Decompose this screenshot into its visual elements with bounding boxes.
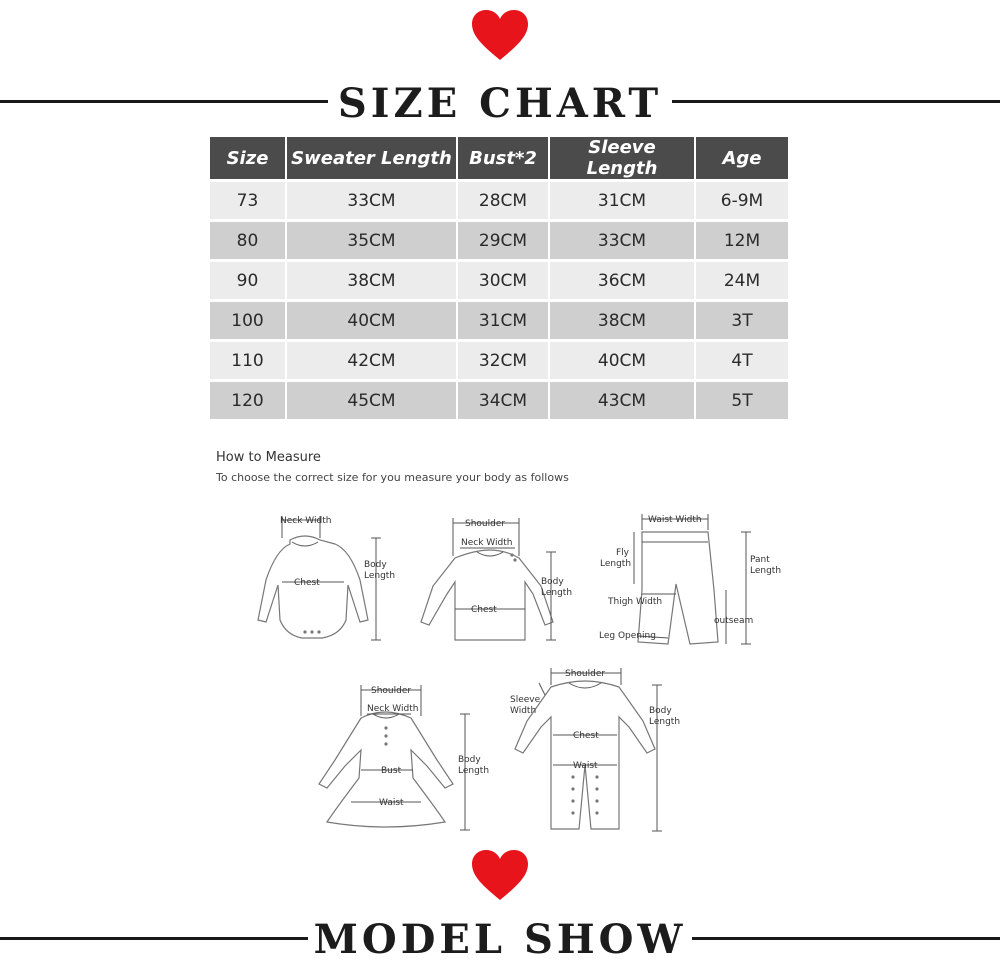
table-cell: 6-9M <box>695 181 788 221</box>
shoulder-label: Shoulder <box>565 669 606 679</box>
heading-rule-right <box>672 100 1000 103</box>
table-cell: 42CM <box>286 341 457 381</box>
neck-width-label: Neck Width <box>280 516 332 526</box>
how-to-measure-title: How to Measure <box>216 450 321 465</box>
table-row <box>210 301 788 341</box>
sleeve-label: Sleeve <box>510 695 541 705</box>
table-row <box>210 341 788 381</box>
table-cell: 12M <box>695 221 788 261</box>
column-header: Bust*2 <box>457 137 549 181</box>
length-label: Length <box>458 766 490 776</box>
table-cell: 33CM <box>549 221 695 261</box>
table-cell: 38CM <box>286 261 457 301</box>
table-cell: 30CM <box>457 261 549 301</box>
neck-width-label: Neck Width <box>461 538 513 548</box>
neck-width-label: Neck Width <box>367 704 419 714</box>
chest-label: Chest <box>573 731 599 741</box>
table-cell: 100 <box>210 301 286 341</box>
bodysuit-diagram <box>240 510 410 650</box>
body-label: Body <box>458 755 481 765</box>
dress-diagram <box>315 680 505 835</box>
column-header: Size <box>210 137 286 181</box>
waist-width-label: Waist Width <box>648 515 702 525</box>
thigh-width-label: Thigh Width <box>608 597 663 607</box>
table-row <box>210 261 788 301</box>
romper-diagram <box>505 665 690 837</box>
leg-opening-label: Leg Opening <box>599 631 656 641</box>
table-cell: 90 <box>210 261 286 301</box>
table-cell: 110 <box>210 341 286 381</box>
table-cell: 31CM <box>549 181 695 221</box>
chest-label: Chest <box>294 578 320 588</box>
length-label: Length <box>541 588 573 598</box>
shoulder-label: Shoulder <box>371 686 412 696</box>
how-to-measure-subtitle: To choose the correct size for you measure your body as follows <box>216 471 569 484</box>
sweater-outline <box>421 550 553 640</box>
size-chart-title: SIZE CHART <box>337 80 663 127</box>
table-row <box>210 381 788 420</box>
table-cell: 24M <box>695 261 788 301</box>
table-cell: 80 <box>210 221 286 261</box>
table-cell: 45CM <box>286 381 457 420</box>
table-header-row <box>210 137 788 181</box>
table-cell: 40CM <box>549 341 695 381</box>
table-cell: 43CM <box>549 381 695 420</box>
table-cell: 38CM <box>549 301 695 341</box>
table-row <box>210 181 788 221</box>
heading-rule-right <box>692 937 1000 940</box>
table-cell: 36CM <box>549 261 695 301</box>
sweater-diagram <box>415 512 585 652</box>
sleeve-width-label: Width <box>510 706 537 716</box>
table-cell: 5T <box>695 381 788 420</box>
table-cell: 29CM <box>457 221 549 261</box>
model-show-title: MODEL SHOW <box>313 916 687 963</box>
fly-length-label: Length <box>600 559 632 569</box>
heart-icon <box>471 10 529 62</box>
heart-icon <box>471 850 529 902</box>
table-cell: 35CM <box>286 221 457 261</box>
body-label: Body <box>364 560 387 570</box>
outseam-label: outseam <box>714 616 754 626</box>
chest-label: Chest <box>471 605 497 615</box>
heading-rule-left <box>0 100 328 103</box>
pant-label: Pant <box>750 555 770 565</box>
table-cell: 40CM <box>286 301 457 341</box>
table-cell: 32CM <box>457 341 549 381</box>
table-cell: 31CM <box>457 301 549 341</box>
table-cell: 4T <box>695 341 788 381</box>
table-cell: 33CM <box>286 181 457 221</box>
table-row <box>210 221 788 261</box>
table-cell: 34CM <box>457 381 549 420</box>
pants-outline <box>638 532 718 644</box>
table-cell: 120 <box>210 381 286 420</box>
waist-label: Waist <box>379 798 404 808</box>
table-cell: 3T <box>695 301 788 341</box>
length-label: Length <box>364 571 396 581</box>
table-cell: 73 <box>210 181 286 221</box>
body-label: Body <box>541 577 564 587</box>
fly-label: Fly <box>616 548 630 558</box>
column-header: Age <box>695 137 788 181</box>
size-chart-table <box>210 137 788 419</box>
bust-label: Bust <box>381 766 402 776</box>
column-header: Sleeve Length <box>549 137 695 181</box>
pants-diagram <box>598 510 783 660</box>
table-cell: 28CM <box>457 181 549 221</box>
heading-rule-left <box>0 937 308 940</box>
body-label: Body <box>649 706 672 716</box>
shoulder-label: Shoulder <box>465 519 506 529</box>
column-header: Sweater Length <box>286 137 457 181</box>
pant-length-label: Length <box>750 566 782 576</box>
waist-label: Waist <box>573 761 598 771</box>
length-label: Length <box>649 717 681 727</box>
